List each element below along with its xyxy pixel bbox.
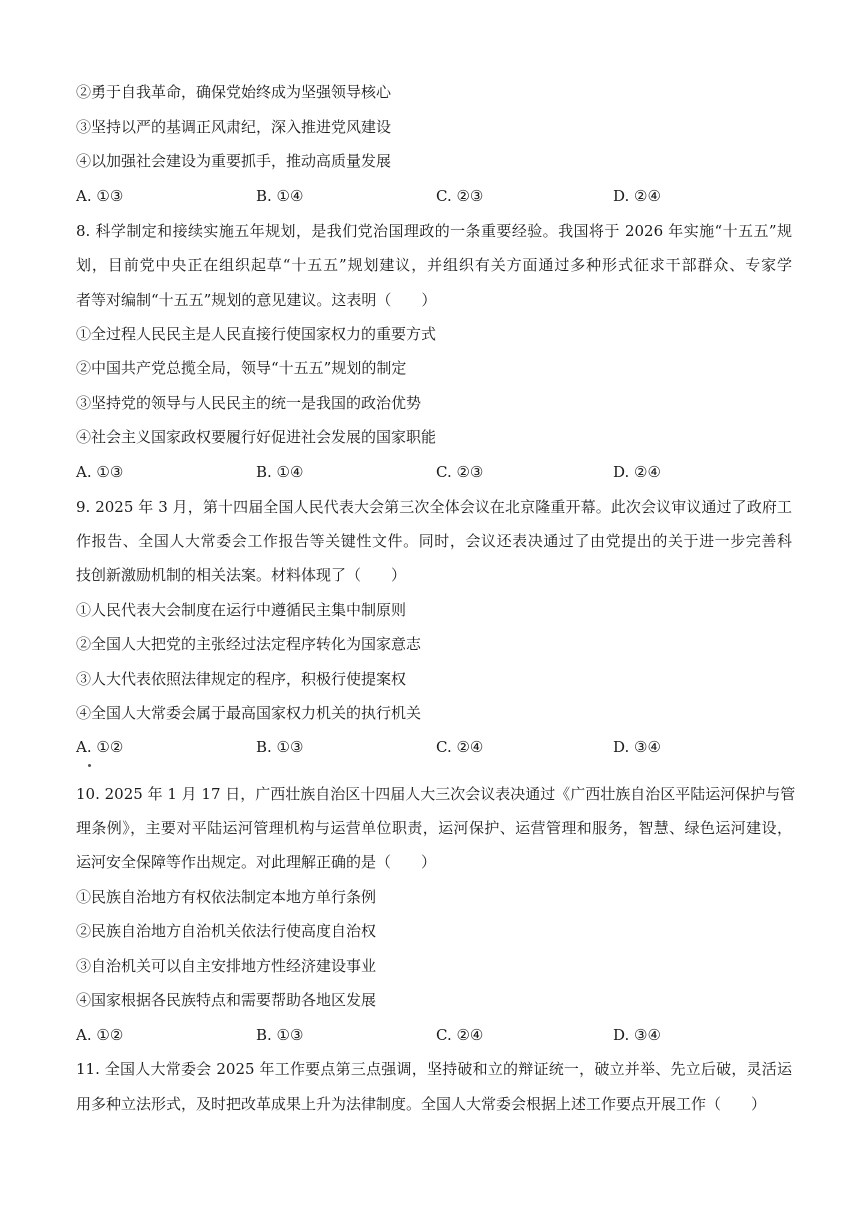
q9-choice-a[interactable]: A. ①② <box>76 738 124 756</box>
q9-choice-b[interactable]: B. ①③ <box>256 738 304 756</box>
q9-stem-line-1: 9. 2025 年 3 月，第十四届全国人民代表大会第三次全体会议在北京隆重开幕。此次会议审议通过了政府工 <box>76 498 792 516</box>
q10-option-3: ③自治机关可以自主安排地方性经济建设事业 <box>76 957 377 975</box>
q8-choice-b[interactable]: B. ①④ <box>256 463 304 481</box>
q7-choices <box>76 186 792 206</box>
q9-option-4: ④全国人大常委会属于最高国家权力机关的执行机关 <box>76 704 422 722</box>
q10-choice-c[interactable]: C. ②④ <box>436 1026 484 1044</box>
q9-option-2: ②全国人大把党的主张经过法定程序转化为国家意志 <box>76 635 422 653</box>
q9-stem-line-3: 技创新激励机制的相关法案。材料体现了（ ） <box>76 566 407 584</box>
q9-choice-c[interactable]: C. ②④ <box>436 738 484 756</box>
q9-stem-line-2: 作报告、全国人大常委会工作报告等关键性文件。同时，会议还表决通过了由党提出的关于进一步完善科 <box>76 532 792 550</box>
q7-choice-d[interactable]: D. ②④ <box>613 187 661 205</box>
q10-choice-a[interactable]: A. ①② <box>76 1026 124 1044</box>
q8-option-4: ④社会主义国家政权要履行好促进社会发展的国家职能 <box>76 428 437 446</box>
q10-stem-line-2: 理条例》，主要对平陆运河管理机构与运营单位职责，运河保护、运营管理和服务，智慧、绿色运河建设， <box>76 819 792 837</box>
q7-choice-b[interactable]: B. ①④ <box>256 187 304 205</box>
q8-stem-line-1: 8. 科学制定和接续实施五年规划，是我们党治国理政的一条重要经验。我国将于 2026 年实施“十五五”规 <box>76 222 792 240</box>
q9-choice-d[interactable]: D. ③④ <box>613 738 661 756</box>
q10-choices <box>76 1025 792 1045</box>
q7-option-2: ②勇于自我革命，确保党始终成为坚强领导核心 <box>76 83 392 101</box>
q8-choice-a[interactable]: A. ①③ <box>76 463 124 481</box>
q7-option-4: ④以加强社会建设为重要抓手，推动高质量发展 <box>76 152 392 170</box>
q10-option-2: ②民族自治地方自治机关依法行使高度自治权 <box>76 922 377 940</box>
q11-stem-line-1: 11. 全国人大常委会 2025 年工作要点第三点强调，坚持破和立的辩证统一，破立并举、先立后破，灵活运 <box>76 1060 792 1078</box>
q10-option-1: ①民族自治地方有权依法制定本地方单行条例 <box>76 888 377 906</box>
q8-stem-line-2: 划，目前党中央正在组织起草“十五五”规划建议，并组织有关方面通过多种形式征求干部群众、专家学 <box>76 256 792 274</box>
q8-choices <box>76 462 792 482</box>
q10-stem-line-3: 运河安全保障等作出规定。对此理解正确的是（ ） <box>76 853 437 871</box>
q7-choice-c[interactable]: C. ②③ <box>436 187 484 205</box>
q9-choices <box>76 737 792 757</box>
q11-stem-line-2: 用多种立法形式，及时把改革成果上升为法律制度。全国人大常委会根据上述工作要点开展工作（ ） <box>76 1095 767 1113</box>
q8-option-1: ①全过程人民民主是人民直接行使国家权力的重要方式 <box>76 325 437 343</box>
q8-stem-line-3: 者等对编制“十五五”规划的意见建议。这表明（ ） <box>76 291 437 309</box>
q7-choice-a[interactable]: A. ①③ <box>76 187 124 205</box>
q8-option-3: ③坚持党的领导与人民民主的统一是我国的政治优势 <box>76 394 422 412</box>
q10-stem-line-1: 10. 2025 年 1 月 17 日，广西壮族自治区十四届人大三次会议表决通过《广西壮族自治区平陆运河保护与管 <box>76 785 796 803</box>
q9-option-3: ③人大代表依照法律规定的程序，积极行使提案权 <box>76 670 407 688</box>
q8-choice-c[interactable]: C. ②③ <box>436 463 484 481</box>
q9-option-1: ①人民代表大会制度在运行中遵循民主集中制原则 <box>76 601 407 619</box>
q10-choice-d[interactable]: D. ③④ <box>613 1026 661 1044</box>
q8-option-2: ②中国共产党总揽全局，领导“十五五”规划的制定 <box>76 359 407 377</box>
q10-option-4: ④国家根据各民族特点和需要帮助各地区发展 <box>76 991 377 1009</box>
q7-option-3: ③坚持以严的基调正风肃纪，深入推进党风建设 <box>76 118 392 136</box>
q8-choice-d[interactable]: D. ②④ <box>613 463 661 481</box>
scan-speck <box>88 764 91 767</box>
q10-choice-b[interactable]: B. ①③ <box>256 1026 304 1044</box>
